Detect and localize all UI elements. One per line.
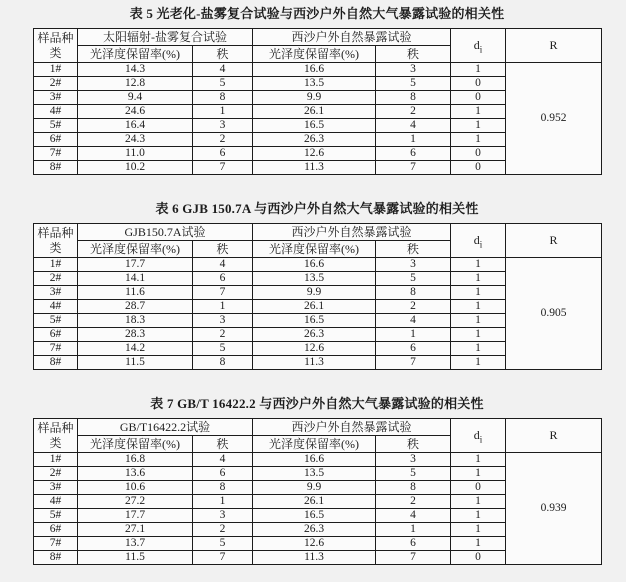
header-row-1 xyxy=(34,224,602,241)
di-subscript: i xyxy=(479,239,483,250)
header-row-1 xyxy=(34,29,602,46)
cell-gloss-retention-outdoor: 26.3 xyxy=(253,133,376,147)
cell-di: 1 xyxy=(451,133,506,147)
header-row-1 xyxy=(34,419,602,436)
cell-rank-lab: 2 xyxy=(193,523,253,537)
table-row xyxy=(34,63,602,77)
cell-gloss-retention-lab: 24.3 xyxy=(78,133,193,147)
cell-di: 0 xyxy=(451,147,506,161)
cell-gloss-retention-lab: 12.8 xyxy=(78,77,193,91)
cell-sample-id: 3# xyxy=(34,286,78,300)
cell-di: 0 xyxy=(451,77,506,91)
col-header-sample-type: 样品种类 xyxy=(34,224,78,258)
cell-di: 1 xyxy=(451,453,506,467)
cell-rank-outdoor: 7 xyxy=(376,356,451,370)
cell-gloss-retention-outdoor: 13.5 xyxy=(253,77,376,91)
cell-sample-id: 6# xyxy=(34,523,78,537)
cell-sample-id: 4# xyxy=(34,495,78,509)
cell-sample-id: 5# xyxy=(34,314,78,328)
cell-gloss-retention-lab: 17.7 xyxy=(78,258,193,272)
col-header-di xyxy=(451,224,506,258)
cell-sample-id: 3# xyxy=(34,91,78,105)
table-row xyxy=(34,453,602,467)
cell-gloss-retention-outdoor: 26.3 xyxy=(253,328,376,342)
di-subscript: i xyxy=(479,44,483,55)
cell-rank-outdoor: 2 xyxy=(376,105,451,119)
cell-sample-id: 8# xyxy=(34,551,78,565)
cell-rank-outdoor: 7 xyxy=(376,551,451,565)
cell-gloss-retention-lab: 27.1 xyxy=(78,523,193,537)
cell-sample-id: 1# xyxy=(34,258,78,272)
cell-rank-lab: 7 xyxy=(193,551,253,565)
cell-rank-lab: 3 xyxy=(193,314,253,328)
col-header-rank-1: 秩 xyxy=(193,241,253,258)
cell-gloss-retention-outdoor: 16.5 xyxy=(253,509,376,523)
cell-rank-lab: 5 xyxy=(193,342,253,356)
cell-sample-id: 1# xyxy=(34,63,78,77)
cell-gloss-retention-lab: 13.6 xyxy=(78,467,193,481)
cell-sample-id: 1# xyxy=(34,453,78,467)
table6-title: 表 6 GJB 150.7A 与西沙户外自然大气暴露试验的相关性 xyxy=(155,201,479,216)
di-base: d xyxy=(473,38,480,52)
col-header-rank-2: 秩 xyxy=(376,436,451,453)
cell-gloss-retention-outdoor: 16.5 xyxy=(253,119,376,133)
cell-sample-id: 6# xyxy=(34,133,78,147)
cell-gloss-retention-lab: 11.6 xyxy=(78,286,193,300)
cell-di: 1 xyxy=(451,537,506,551)
table6-section xyxy=(33,201,601,370)
cell-di: 1 xyxy=(451,105,506,119)
cell-rank-lab: 2 xyxy=(193,328,253,342)
col-header-sample-type: 样品种类 xyxy=(34,29,78,63)
cell-di: 1 xyxy=(451,119,506,133)
cell-rank-lab: 8 xyxy=(193,481,253,495)
table6-correlation-table xyxy=(33,223,602,370)
cell-rank-lab: 4 xyxy=(193,258,253,272)
cell-gloss-retention-lab: 16.8 xyxy=(78,453,193,467)
col-header-gloss-retention-2: 光泽度保留率(%) xyxy=(253,46,376,63)
col-header-r: R xyxy=(506,29,602,63)
cell-rank-lab: 2 xyxy=(193,133,253,147)
col-header-r: R xyxy=(506,224,602,258)
cell-rank-outdoor: 2 xyxy=(376,495,451,509)
cell-rank-outdoor: 5 xyxy=(376,77,451,91)
cell-rank-outdoor: 4 xyxy=(376,509,451,523)
cell-di: 1 xyxy=(451,63,506,77)
cell-gloss-retention-lab: 17.7 xyxy=(78,509,193,523)
cell-gloss-retention-outdoor: 16.6 xyxy=(253,258,376,272)
cell-di: 0 xyxy=(451,481,506,495)
col-group-lab-test: GB/T16422.2试验 xyxy=(78,419,253,436)
cell-rank-outdoor: 4 xyxy=(376,119,451,133)
cell-di: 1 xyxy=(451,356,506,370)
cell-rank-lab: 6 xyxy=(193,272,253,286)
col-header-rank-1: 秩 xyxy=(193,46,253,63)
cell-di: 1 xyxy=(451,328,506,342)
cell-gloss-retention-outdoor: 11.3 xyxy=(253,356,376,370)
cell-sample-id: 3# xyxy=(34,481,78,495)
col-header-di xyxy=(451,419,506,453)
cell-correlation-r-value: 0.952 xyxy=(506,63,602,175)
cell-gloss-retention-lab: 11.5 xyxy=(78,356,193,370)
cell-di: 1 xyxy=(451,523,506,537)
cell-di: 0 xyxy=(451,91,506,105)
cell-gloss-retention-outdoor: 16.6 xyxy=(253,453,376,467)
cell-gloss-retention-lab: 11.5 xyxy=(78,551,193,565)
cell-di: 1 xyxy=(451,495,506,509)
cell-di: 1 xyxy=(451,314,506,328)
cell-rank-lab: 6 xyxy=(193,147,253,161)
cell-sample-id: 7# xyxy=(34,147,78,161)
col-header-sample-type: 样品种类 xyxy=(34,419,78,453)
cell-rank-outdoor: 7 xyxy=(376,161,451,175)
cell-sample-id: 7# xyxy=(34,342,78,356)
cell-di: 1 xyxy=(451,300,506,314)
cell-gloss-retention-outdoor: 9.9 xyxy=(253,91,376,105)
col-group-lab-test: 太阳辐射-盐雾复合试验 xyxy=(78,29,253,46)
cell-sample-id: 8# xyxy=(34,161,78,175)
col-group-outdoor-test: 西沙户外自然暴露试验 xyxy=(253,224,451,241)
cell-gloss-retention-lab: 10.2 xyxy=(78,161,193,175)
cell-rank-outdoor: 4 xyxy=(376,314,451,328)
di-base: d xyxy=(473,233,480,247)
cell-rank-lab: 8 xyxy=(193,91,253,105)
col-header-gloss-retention-1: 光泽度保留率(%) xyxy=(78,46,193,63)
cell-sample-id: 4# xyxy=(34,300,78,314)
cell-rank-lab: 4 xyxy=(193,453,253,467)
cell-sample-id: 5# xyxy=(34,119,78,133)
cell-rank-lab: 7 xyxy=(193,161,253,175)
cell-gloss-retention-outdoor: 26.1 xyxy=(253,495,376,509)
table-row xyxy=(34,258,602,272)
cell-sample-id: 8# xyxy=(34,356,78,370)
cell-gloss-retention-lab: 14.2 xyxy=(78,342,193,356)
cell-gloss-retention-lab: 27.2 xyxy=(78,495,193,509)
cell-rank-outdoor: 8 xyxy=(376,91,451,105)
cell-gloss-retention-lab: 14.3 xyxy=(78,63,193,77)
cell-rank-outdoor: 6 xyxy=(376,147,451,161)
cell-di: 0 xyxy=(451,161,506,175)
cell-gloss-retention-outdoor: 9.9 xyxy=(253,481,376,495)
cell-rank-lab: 1 xyxy=(193,495,253,509)
col-header-gloss-retention-1: 光泽度保留率(%) xyxy=(78,241,193,258)
cell-sample-id: 6# xyxy=(34,328,78,342)
table7-title: 表 7 GB/T 16422.2 与西沙户外自然大气暴露试验的相关性 xyxy=(150,396,484,411)
cell-gloss-retention-outdoor: 9.9 xyxy=(253,286,376,300)
table5-section xyxy=(33,6,601,175)
cell-rank-outdoor: 6 xyxy=(376,342,451,356)
cell-gloss-retention-lab: 14.1 xyxy=(78,272,193,286)
cell-correlation-r-value: 0.939 xyxy=(506,453,602,565)
cell-di: 1 xyxy=(451,509,506,523)
cell-gloss-retention-lab: 18.3 xyxy=(78,314,193,328)
cell-di: 1 xyxy=(451,286,506,300)
cell-sample-id: 7# xyxy=(34,537,78,551)
cell-sample-id: 2# xyxy=(34,272,78,286)
col-group-lab-test: GJB150.7A试验 xyxy=(78,224,253,241)
cell-rank-lab: 3 xyxy=(193,509,253,523)
cell-gloss-retention-outdoor: 26.3 xyxy=(253,523,376,537)
di-base: d xyxy=(473,428,480,442)
cell-gloss-retention-lab: 16.4 xyxy=(78,119,193,133)
cell-rank-lab: 6 xyxy=(193,467,253,481)
col-header-gloss-retention-2: 光泽度保留率(%) xyxy=(253,436,376,453)
cell-di: 1 xyxy=(451,342,506,356)
cell-di: 0 xyxy=(451,551,506,565)
cell-gloss-retention-outdoor: 26.1 xyxy=(253,300,376,314)
col-header-r: R xyxy=(506,419,602,453)
table5-correlation-table xyxy=(33,28,602,175)
col-header-rank-2: 秩 xyxy=(376,241,451,258)
table7-section xyxy=(33,396,601,565)
cell-rank-lab: 1 xyxy=(193,105,253,119)
cell-di: 1 xyxy=(451,467,506,481)
cell-sample-id: 2# xyxy=(34,467,78,481)
cell-rank-lab: 7 xyxy=(193,286,253,300)
cell-gloss-retention-lab: 10.6 xyxy=(78,481,193,495)
cell-gloss-retention-outdoor: 11.3 xyxy=(253,161,376,175)
cell-rank-lab: 4 xyxy=(193,63,253,77)
cell-rank-lab: 5 xyxy=(193,537,253,551)
cell-gloss-retention-outdoor: 12.6 xyxy=(253,537,376,551)
cell-gloss-retention-outdoor: 13.5 xyxy=(253,467,376,481)
cell-sample-id: 5# xyxy=(34,509,78,523)
cell-rank-outdoor: 2 xyxy=(376,300,451,314)
cell-gloss-retention-outdoor: 12.6 xyxy=(253,147,376,161)
cell-rank-outdoor: 8 xyxy=(376,481,451,495)
col-header-gloss-retention-2: 光泽度保留率(%) xyxy=(253,241,376,258)
cell-gloss-retention-lab: 11.0 xyxy=(78,147,193,161)
cell-rank-lab: 5 xyxy=(193,77,253,91)
cell-rank-outdoor: 1 xyxy=(376,328,451,342)
cell-sample-id: 2# xyxy=(34,77,78,91)
cell-gloss-retention-outdoor: 12.6 xyxy=(253,342,376,356)
cell-sample-id: 4# xyxy=(34,105,78,119)
cell-rank-outdoor: 1 xyxy=(376,133,451,147)
table7-correlation-table xyxy=(33,418,602,565)
cell-rank-outdoor: 8 xyxy=(376,286,451,300)
cell-rank-outdoor: 1 xyxy=(376,523,451,537)
cell-gloss-retention-lab: 9.4 xyxy=(78,91,193,105)
col-header-gloss-retention-1: 光泽度保留率(%) xyxy=(78,436,193,453)
col-header-di xyxy=(451,29,506,63)
cell-rank-lab: 3 xyxy=(193,119,253,133)
col-group-outdoor-test: 西沙户外自然暴露试验 xyxy=(253,419,451,436)
cell-gloss-retention-lab: 24.6 xyxy=(78,105,193,119)
cell-gloss-retention-lab: 28.7 xyxy=(78,300,193,314)
cell-gloss-retention-outdoor: 26.1 xyxy=(253,105,376,119)
cell-gloss-retention-outdoor: 11.3 xyxy=(253,551,376,565)
cell-di: 1 xyxy=(451,258,506,272)
cell-rank-outdoor: 5 xyxy=(376,272,451,286)
cell-rank-outdoor: 3 xyxy=(376,258,451,272)
cell-rank-outdoor: 3 xyxy=(376,63,451,77)
table5-title: 表 5 光老化-盐雾复合试验与西沙户外自然大气暴露试验的相关性 xyxy=(129,6,505,21)
cell-rank-outdoor: 6 xyxy=(376,537,451,551)
cell-gloss-retention-lab: 28.3 xyxy=(78,328,193,342)
col-group-outdoor-test: 西沙户外自然暴露试验 xyxy=(253,29,451,46)
cell-gloss-retention-outdoor: 16.6 xyxy=(253,63,376,77)
cell-rank-outdoor: 3 xyxy=(376,453,451,467)
cell-rank-outdoor: 5 xyxy=(376,467,451,481)
cell-correlation-r-value: 0.905 xyxy=(506,258,602,370)
cell-rank-lab: 1 xyxy=(193,300,253,314)
di-subscript: i xyxy=(479,434,483,445)
col-header-rank-1: 秩 xyxy=(193,436,253,453)
col-header-rank-2: 秩 xyxy=(376,46,451,63)
cell-gloss-retention-lab: 13.7 xyxy=(78,537,193,551)
cell-di: 1 xyxy=(451,272,506,286)
cell-gloss-retention-outdoor: 13.5 xyxy=(253,272,376,286)
cell-rank-lab: 8 xyxy=(193,356,253,370)
cell-gloss-retention-outdoor: 16.5 xyxy=(253,314,376,328)
